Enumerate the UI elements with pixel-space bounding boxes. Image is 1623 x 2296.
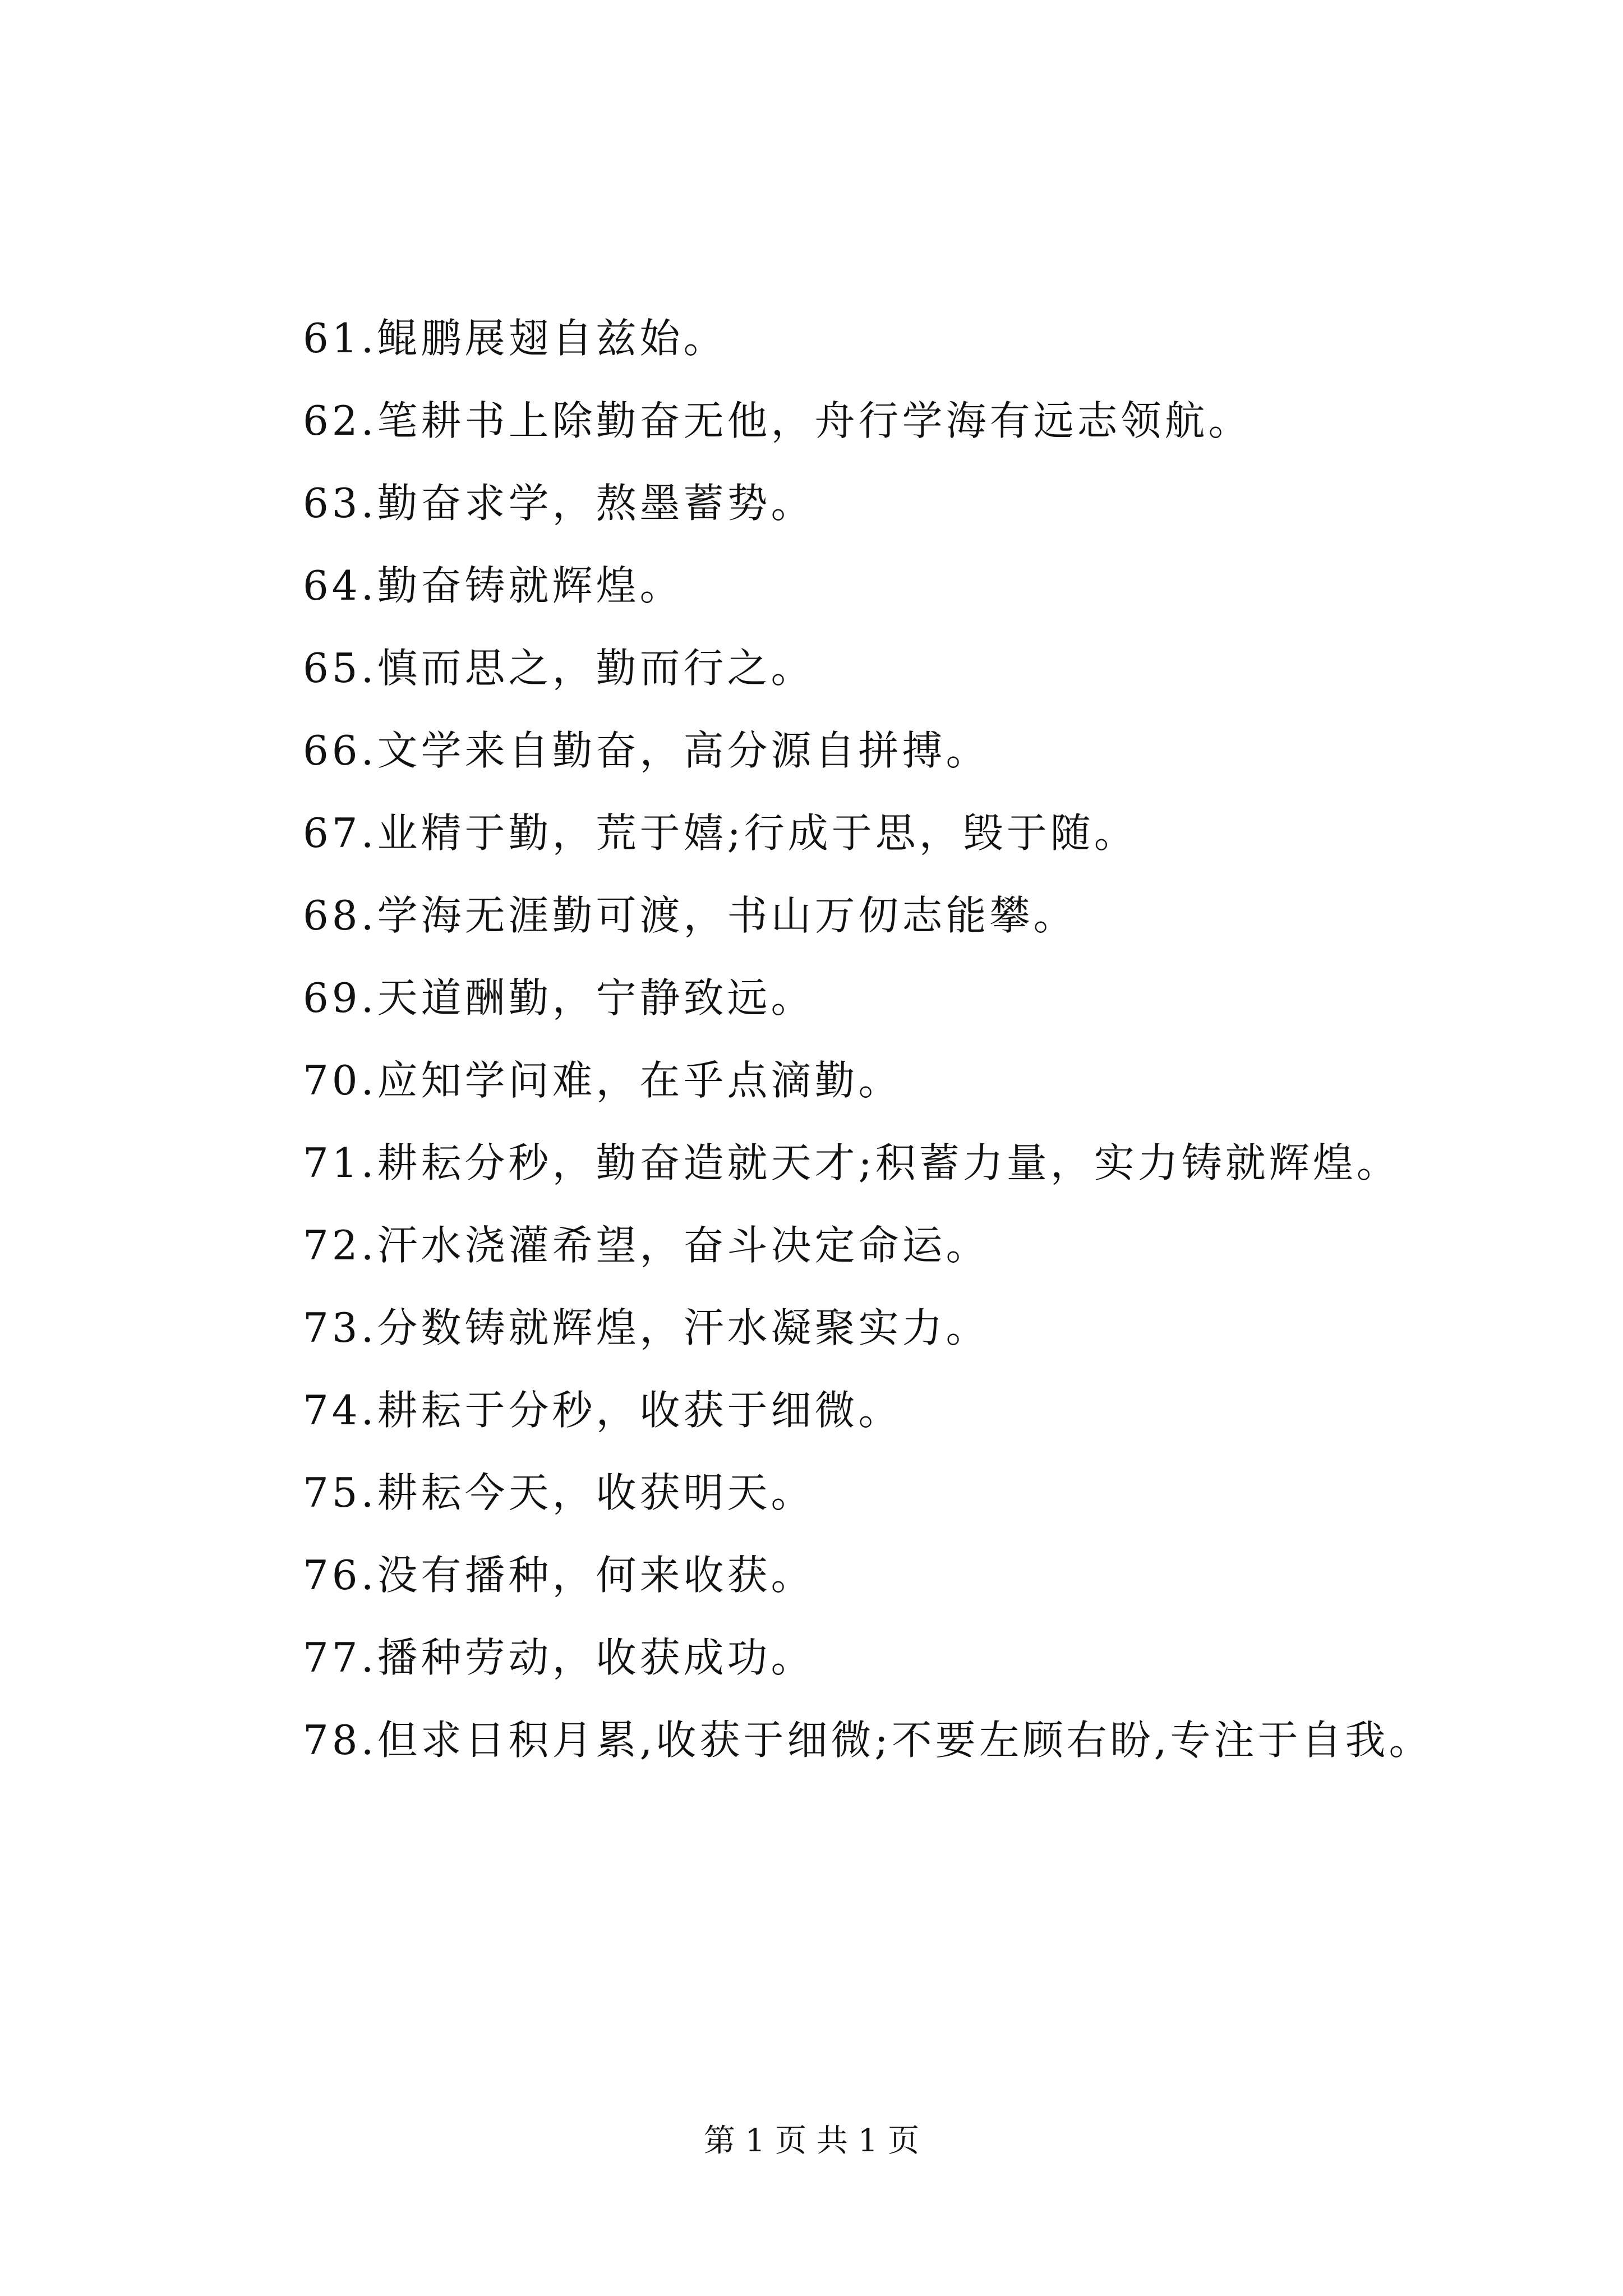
list-item: 72.汗水浇灌希望，奋斗决定命运。	[303, 1222, 990, 1269]
page-footer: 第 1 页 共 1 页	[703, 2123, 920, 2159]
list-item: 64.勤奋铸就辉煌。	[303, 562, 684, 609]
list-item: 75.耕耘今天，收获明天。	[303, 1469, 815, 1516]
slogan-list	[303, 311, 1481, 1796]
list-item: 69.天道酬勤，宁静致远。	[303, 974, 815, 1022]
list-item: 70.应知学问难，在乎点滴勤。	[303, 1057, 902, 1104]
list-item: 73.分数铸就辉煌，汗水凝聚实力。	[303, 1304, 990, 1351]
list-item: 74.耕耘于分秒，收获于细微。	[303, 1387, 902, 1434]
list-item: 62.笔耕书上除勤奋无他，舟行学海有远志领航。	[303, 397, 1252, 444]
list-item: 78.但求日积月累,收获于细微;不要左顾右盼,专注于自我。	[303, 1717, 1433, 1764]
list-item: 66.文学来自勤奋，高分源自拼搏。	[303, 727, 990, 774]
list-item: 65.慎而思之，勤而行之。	[303, 645, 815, 692]
list-item: 61.鲲鹏展翅自兹始。	[303, 315, 727, 362]
list-item: 63.勤奋求学，熬墨蓄势。	[303, 480, 815, 527]
list-item: 77.播种劳动，收获成功。	[303, 1634, 815, 1681]
list-item: 67.业精于勤，荒于嬉;行成于思，毁于随。	[303, 809, 1138, 857]
list-item: 71.耕耘分秒，勤奋造就天才;积蓄力量，实力铸就辉煌。	[303, 1139, 1400, 1186]
list-item: 76.没有播种，何来收获。	[303, 1552, 815, 1599]
list-item: 68.学海无涯勤可渡，书山万仞志能攀。	[303, 892, 1077, 939]
